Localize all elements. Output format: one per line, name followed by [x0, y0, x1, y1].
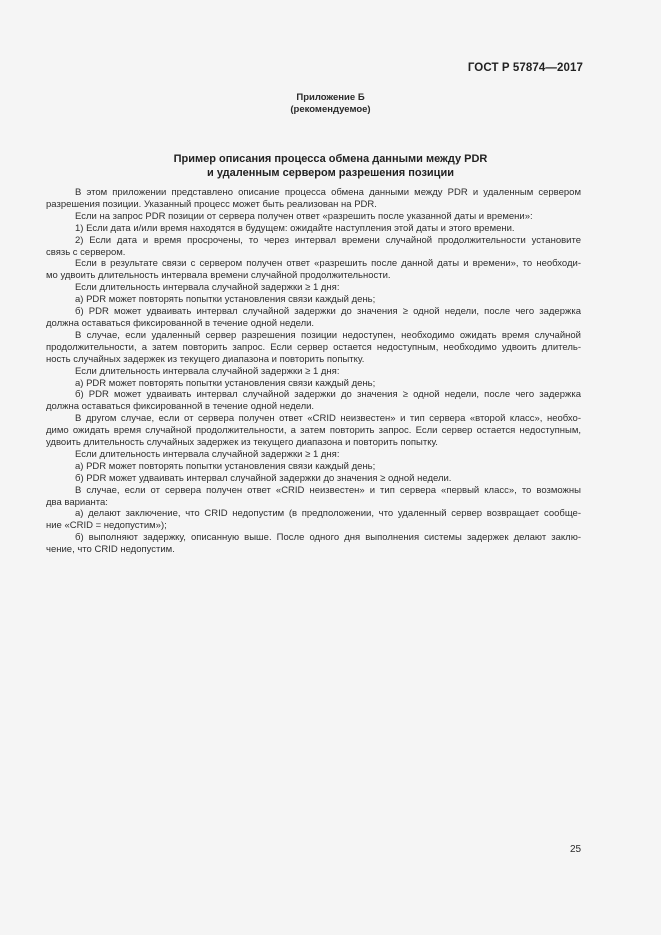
appendix-subtitle: (рекомендуемое): [290, 104, 371, 115]
appendix-heading: [0, 92, 661, 116]
paragraph-line: а) PDR может повторять попытки установления связи каждый день;: [75, 294, 376, 306]
paragraph-line: а) PDR может повторять попытки установления связи каждый день;: [75, 377, 376, 389]
paragraph-line: б) PDR может удваивать интервал случайной задержки до значения ≥ одной недели, после чего задержка: [75, 389, 581, 401]
page-number: 25: [570, 844, 582, 855]
paragraph-line: а) PDR может повторять попытки установления связи каждый день;: [75, 460, 376, 472]
document-code: ГОСТ Р 57874—2017: [467, 62, 583, 74]
paragraph-line: Если длительность интервала случайной задержки ≥ 1 дня:: [75, 282, 340, 294]
paragraph-line: разрешения позиции. Указанный процесс может быть реализован на PDR.: [46, 198, 377, 210]
appendix-title: Приложение Б: [296, 92, 365, 103]
section-title-line-2: и удаленным сервером разрешения позиции: [207, 167, 454, 179]
paragraph-line: б) PDR может удваивать интервал случайной задержки до значения ≥ одной недели, после чего задержка: [75, 306, 581, 318]
paragraph-line: должна оставаться фиксированной в течение одной недели.: [46, 401, 315, 413]
paragraph-line: б) PDR может удваивать интервал случайной задержки до значения ≥ одной недели.: [75, 472, 452, 484]
paragraph-line: а) делают заключение, что CRID недопустим (в предположении, что удаленный сервер возвращает сообще-: [75, 508, 581, 520]
paragraph-line: продолжительности, а затем повторить запрос. Если сервер остается недоступным, необходимо удвоить длитель-: [46, 341, 581, 353]
paragraph-line: 1) Если дата и/или время находятся в будущем: ожидайте наступления этой даты и этого времени.: [75, 222, 515, 234]
paragraph-line: В другом случае, если от сервера получен ответ «CRID неизвестен» и тип сервера «второй класс», необхо-: [75, 413, 581, 425]
paragraph-line: удвоить длительность случайных задержек из текущего диапазона и повторить попытку.: [46, 437, 438, 449]
paragraph-line: Если на запрос PDR позиции от сервера получен ответ «разрешить после указанной даты и времени»:: [75, 210, 533, 222]
paragraph-line: димо ожидать время случайной продолжительности, а затем повторить запрос. Если сервер остается недоступным,: [46, 425, 581, 437]
paragraph-line: чение, что CRID недопустим.: [46, 544, 175, 556]
paragraph-line: В случае, если удаленный сервер разрешения позиции недоступен, необходимо ожидать время случайной: [75, 329, 581, 341]
section-title-line-1: Пример описания процесса обмена данными между PDR: [173, 153, 488, 165]
paragraph-line: ние «CRID = недопустим»);: [46, 520, 167, 532]
paragraph-line: 2) Если дата и время просрочены, то через интервал времени случайной продолжительности установите: [75, 234, 581, 246]
paragraph-line: Если длительность интервала случайной задержки ≥ 1 дня:: [75, 448, 340, 460]
paragraph-line: б) выполняют задержку, описанную выше. После одного дня выполнения системы задержек делают заклю-: [75, 532, 581, 544]
body-text: [46, 187, 581, 556]
paragraph-line: связь с сервером.: [46, 246, 126, 258]
paragraph-line: мо удвоить длительность интервала времени случайной продолжительности.: [46, 270, 391, 282]
paragraph-line: В случае, если от сервера получен ответ «CRID неизвестен» и тип сервера «первый класс», то возможны: [75, 484, 581, 496]
paragraph-line: Если длительность интервала случайной задержки ≥ 1 дня:: [75, 365, 340, 377]
section-title: [0, 152, 661, 180]
paragraph-line: ность случайных задержек из текущего диапазона и повторить попытку.: [46, 353, 365, 365]
paragraph-line: В этом приложении представлено описание процесса обмена данными между PDR и удаленным сервером: [75, 187, 581, 198]
paragraph-line: должна оставаться фиксированной в течение одной недели.: [46, 317, 315, 329]
paragraph-line: два варианта:: [46, 496, 108, 508]
paragraph-line: Если в результате связи с сервером получен ответ «разрешить после данной даты и времени», то необходи-: [75, 258, 581, 270]
